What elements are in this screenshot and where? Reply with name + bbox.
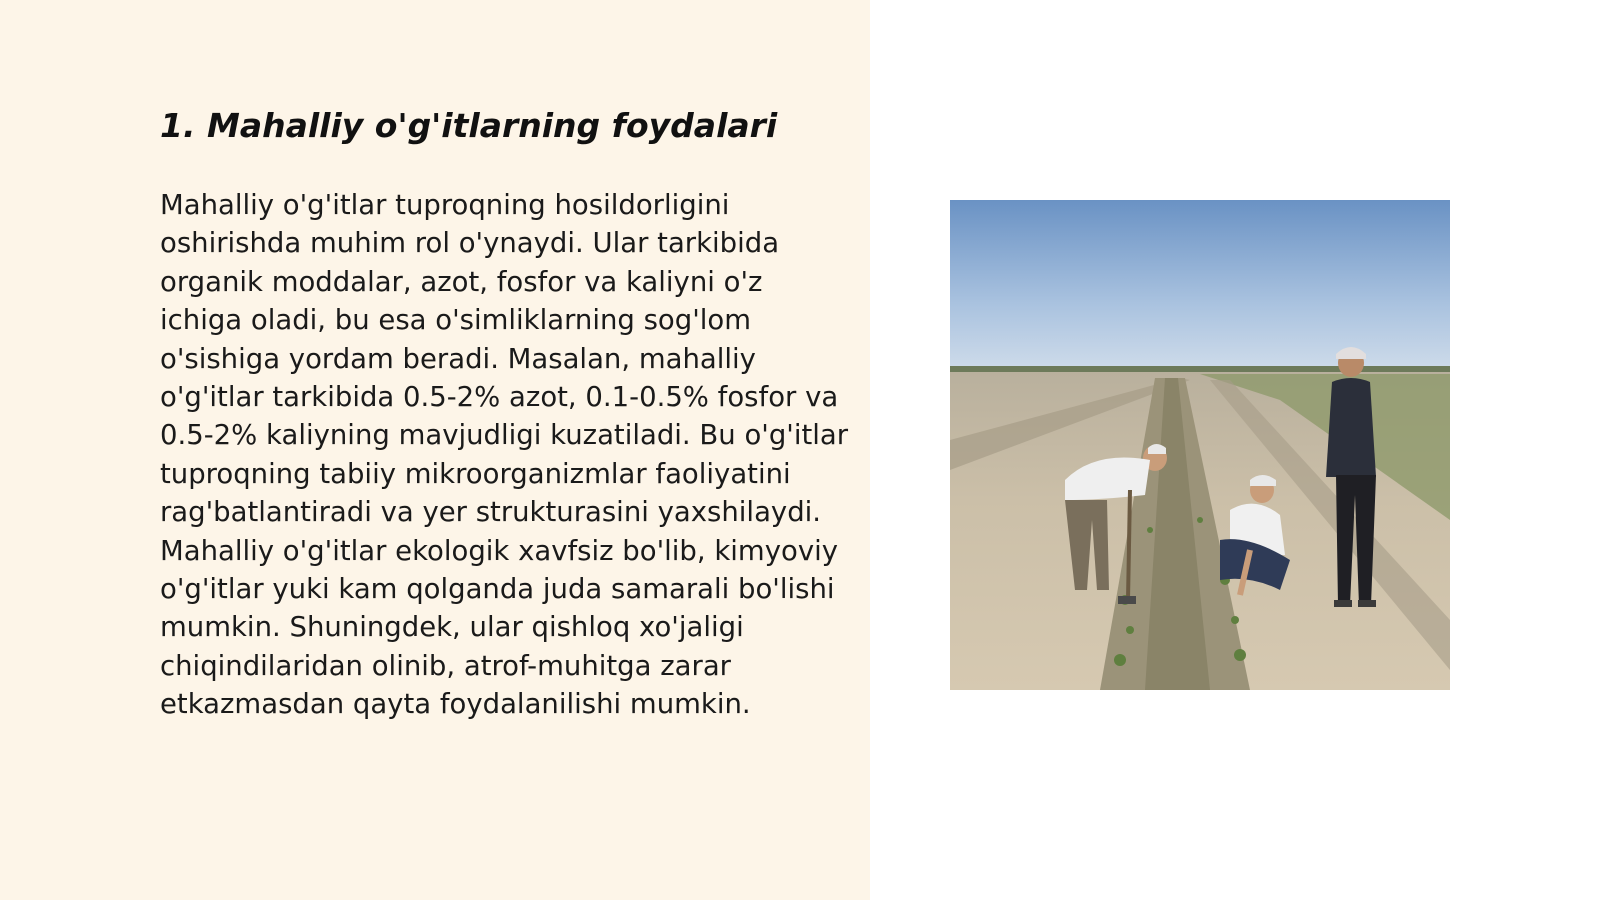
- photo-sky: [950, 200, 1450, 372]
- field-workers-photo: [950, 200, 1450, 690]
- slide-body-text: Mahalliy o'g'itlar tuproqning hosildorligini oshirishda muhim rol o'ynaydi. Ular tarkibida organik moddalar, azot, fosfor va kaliyni o'z ichiga oladi, bu esa o'simliklarning sog'lom o'sishiga yordam beradi. Masalan, mahalliy o'g'itlar tarkibida 0.5-2% azot, 0.1-0.5% fosfor va 0.5-2% kaliyning mavjudligi kuzatiladi. Bu o'g'itlar tuproqning tabiiy mikroorganizmlar faoliyatini rag'batlantiradi va yer strukturasini yaxshilaydi. Mahalliy o'g'itlar ekologik xavfsiz bo'lib, kimyoviy o'g'itlar yuki kam qolganda juda samarali bo'lishi mumkin. Shuningdek, ular qishloq xo'jaligi chiqindilaridan olinib, atrof-muhitga zarar etkazmasdan qayta foydalanilishi mumkin.: [160, 189, 849, 721]
- slide-title: 1. Mahalliy o'g'itlarning foydalari: [160, 106, 778, 145]
